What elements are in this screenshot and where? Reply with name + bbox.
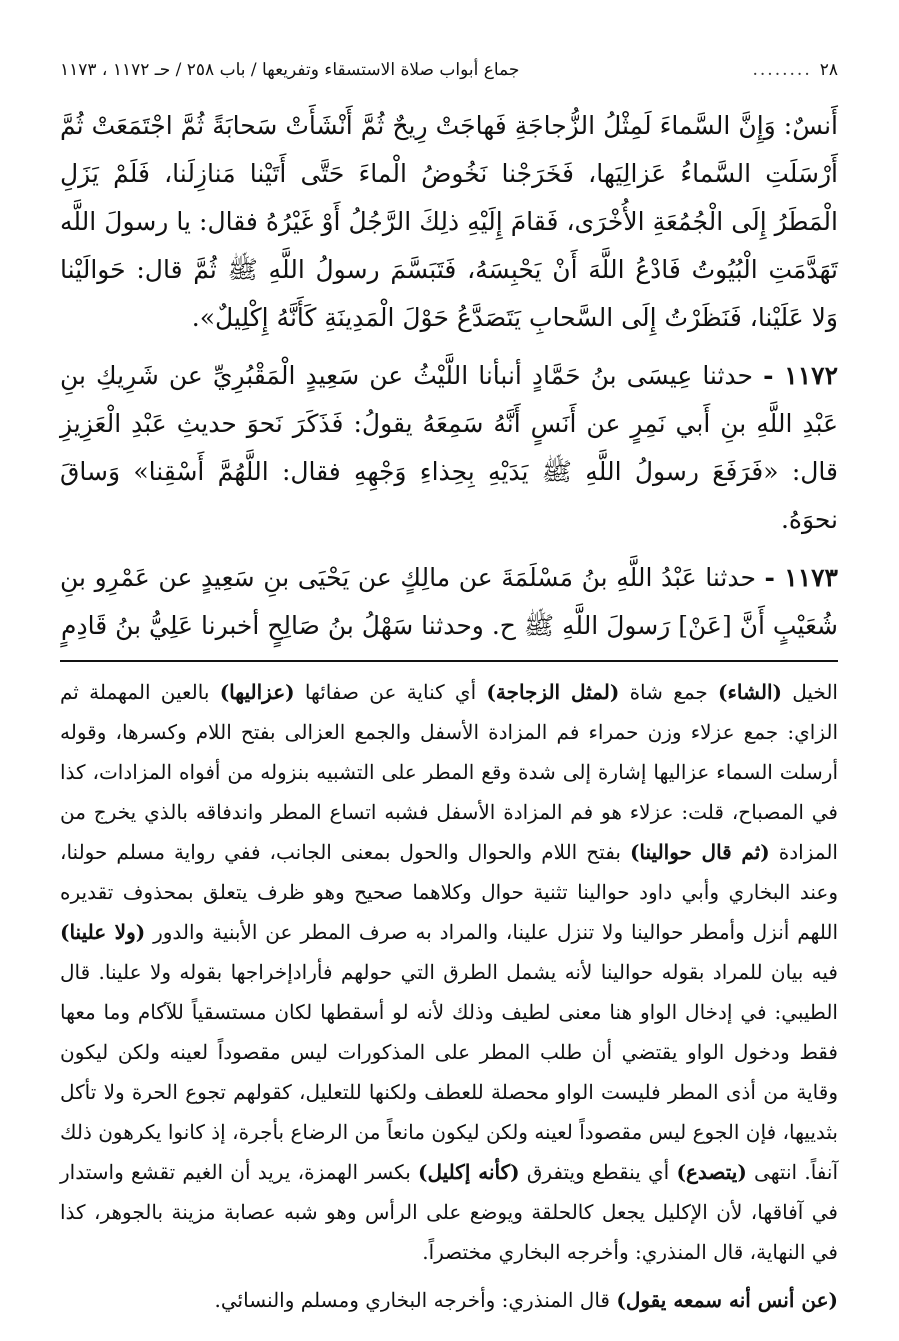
hadith-text bbox=[60, 102, 838, 650]
hadith-paragraph bbox=[60, 102, 838, 342]
commentary-text-run: بكسر الهمزة، يريد أن الغيم تقشع واستدار في آفاقها، لأن الإكليل يجعل كالحلقة ويوضع على الرأس وهو شبه عصابة مزينة بالجوهر، كذا في النهاية، قال المنذري: وأخرجه البخاري مختصراً. bbox=[60, 1160, 838, 1264]
commentary-keyword: (كأنه إكليل) bbox=[418, 1160, 520, 1184]
header-dots: ........ bbox=[752, 60, 812, 80]
hadith-body: حدثنا عِيسَى بنُ حَمَّادٍ أنبأنا اللَّيْثُ عن سَعِيدٍ الْمَقْبُرِيِّ عن شَرِيكِ بنِ عَبْدِ اللَّهِ بنِ أَبي نَمِرٍ عن أَنَسٍ أَنَّهُ سَمِعَهُ يقولُ: فَذَكَرَ نَحوَ حديثِ عَبْدِ الْعَزِيزِ قال: «فَرَفَعَ رسولُ اللَّهِ ﷺ يَدَيْهِ بِحِذاءِ وَجْهِهِ فقال: اللَّهُمَّ أَسْقِنا» وَساقَ نحوَهُ. bbox=[60, 361, 838, 534]
commentary-keyword: (ثم قال حوالينا) bbox=[629, 840, 770, 864]
commentary-text-run: أي ينقطع ويتفرق bbox=[526, 1160, 670, 1184]
hadith-body: أَنسٌ: وَإِنَّ السَّماءَ لَمِثْلُ الزُّجاجَةِ فَهاجَتْ رِيحٌ ثُمَّ أَنْشَأَتْ سَحابَةً ثُمَّ اجْتَمَعَتْ ثُمَّ أَرْسَلَتِ السَّماءُ عَزالِيَها، فَخَرَجْنا نَخُوضُ الْماءَ حَتَّى أَتَيْنا مَنازِلَنا، فَلَمْ يَزَلِ الْمَطَرُ إِلَى الْجُمُعَةِ الأُخْرَى، فَقامَ إِلَيْهِ ذلِكَ الرَّجُلُ أَوْ غَيْرُهُ فقال: يا رسولَ اللَّه تَهَدَّمَتِ الْبُيُوتُ فَادْعُ اللَّهَ أَنْ يَحْبِسَهُ، فَتَبَسَّمَ رسولُ اللَّهِ ﷺ ثُمَّ قال: حَوالَيْنا وَلا عَلَيْنا، فَنَظَرْتُ إِلَى السَّحابِ يَتَصَدَّعُ حَوْلَ الْمَدِينَةِ كَأَنَّهُ إِكْلِيلٌ». bbox=[60, 111, 838, 332]
section-divider bbox=[60, 660, 838, 662]
commentary-text-run: قال المنذري: وأخرجه البخاري ومسلم والنسائي. bbox=[214, 1288, 610, 1312]
page-header bbox=[60, 58, 838, 92]
commentary-text-run: الخيل bbox=[792, 680, 838, 704]
commentary-keyword: (ولا علينا) bbox=[60, 920, 146, 944]
hadith-number: ١١٧٣ - bbox=[764, 563, 838, 592]
commentary-keyword: (عن أنس أنه سمعه يقول) bbox=[616, 1288, 838, 1312]
commentary-text-run: جمع شاة bbox=[629, 680, 708, 704]
hadith-paragraph bbox=[60, 554, 838, 650]
hadith-number: ١١٧٢ - bbox=[763, 361, 838, 390]
commentary-text bbox=[60, 672, 838, 1320]
commentary-text-run: فيه بيان للمراد بقوله حوالينا لأنه يشمل الطرق التي حولهم فأرادإخراجها بقوله ولا علينا. قال الطيبي: في إدخال الواو هنا معنى لطيف وذلك لأنه لو أسقطها لكان مستسقياً للآكام وما معها فقط ودخول الواو يقتضي أن طلب المطر على المذكورات ليس مقصوداً لعينه ولكن ليكون وقاية من أذى المطر فليست الواو محصلة للعطف ولكنها للتعليل، كقولهم تجوع الحرة ولا تأكل بثدييها، فإن الجوع ليس مقصوداً لعينه ولكن ليكون مانعاً من الرضاع بأجرة، إذ كانوا يكرهون ذلك آنفاً. انتهى bbox=[60, 960, 839, 1184]
document-page bbox=[60, 58, 838, 1328]
commentary-text-run: بالعين المهملة ثم الزاي: جمع عزلاء وزن حمراء فم المزادة الأسفل والجمع العزالى بفتح اللام وكسرها، وقوله أرسلت السماء عزاليها إشارة إلى شدة وقع المطر على التشبيه بنزوله من أفواه المزادات، كذا في المصباح، قلت: عزلاء هو فم المزادة الأسفل فشبه اتساع المطر واندفاقه بالذي يخرج من المزادة bbox=[60, 680, 839, 864]
commentary-paragraph bbox=[60, 672, 838, 1272]
commentary-text-run: أي كناية عن صفائها bbox=[304, 680, 477, 704]
commentary-keyword: (لمثل الزجاجة) bbox=[486, 680, 620, 704]
commentary-keyword: (يتصدع) bbox=[676, 1160, 747, 1184]
commentary-keyword: (الشاء) bbox=[718, 680, 782, 704]
page-number: ٢٨ bbox=[819, 60, 838, 80]
hadith-paragraph bbox=[60, 352, 838, 544]
hadith-body: حدثنا عَبْدُ اللَّهِ بنُ مَسْلَمَةَ عن مالِكٍ عن يَحْيَى بنِ سَعِيدٍ عن عَمْرِو بنِ شُعَيْبٍ أَنَّ [عَنْ] رَسولَ اللَّهِ ﷺ ح. وحدثنا سَهْلُ بنُ صَالِحٍ أخبرنا عَلِيُّ بنُ قَادِمٍ bbox=[60, 563, 838, 640]
running-title: جماع أبواب صلاة الاستسقاء وتفريعها / باب ٢٥٨ / حـ ١١٧٢ ، ١١٧٣ bbox=[60, 60, 520, 80]
commentary-paragraph bbox=[60, 1280, 838, 1320]
commentary-text-run: بفتح اللام والحوال والحول بمعنى الجانب، ففي رواية مسلم حولنا، وعند البخاري وأبي داود حوالينا تثنية حوال وكلاهما صحيح وهو ظرف يتعلق بمحذوف تقديره اللهم أنزل وأمطر حوالينا ولا تنزل علينا، والمراد به صرف المطر عن الأبنية والدور bbox=[60, 840, 839, 944]
commentary-keyword: (عزاليها) bbox=[219, 680, 295, 704]
